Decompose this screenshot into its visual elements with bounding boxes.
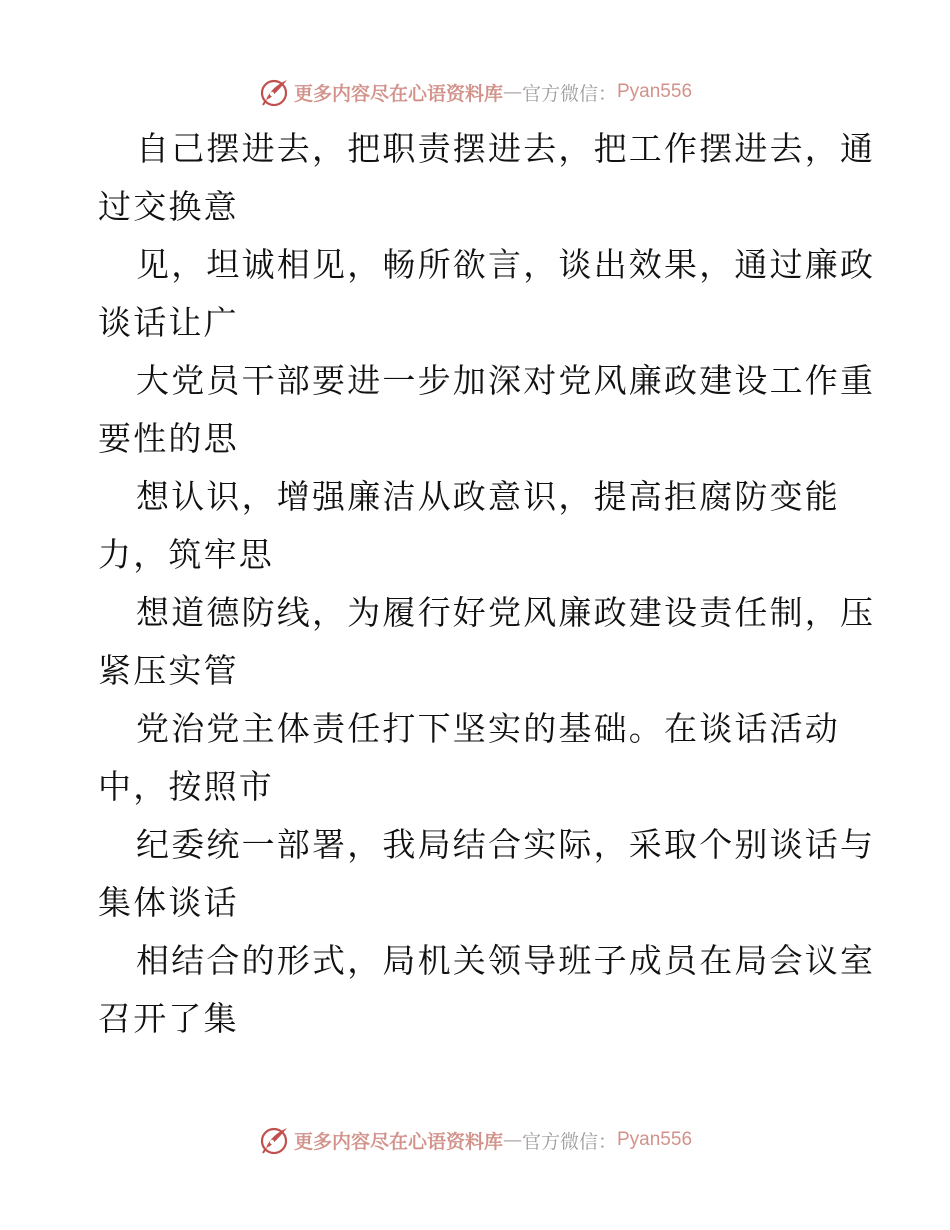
header-wechat-id: Pyan556 — [617, 81, 693, 102]
body-line: 紧压实管 — [98, 651, 239, 690]
body-line: 集体谈话 — [98, 883, 239, 922]
body-line: 自己摆进去，把职责摆进去，把工作摆进去，通 — [136, 129, 876, 168]
body-line: 中，按照市 — [98, 767, 274, 806]
header-separator: — — [502, 81, 522, 103]
body-line: 想认识，增强廉洁从政意识，提高拒腐防变能 — [136, 477, 840, 516]
body-line: 召开了集 — [98, 999, 239, 1038]
body-line: 过交换意 — [98, 187, 239, 226]
document-body — [98, 120, 876, 1048]
header-wechat-label: 官方微信： — [521, 82, 617, 105]
page-header-banner — [0, 72, 950, 112]
body-line: 纪委统一部署，我局结合实际，采取个别谈话与 — [136, 825, 876, 864]
header-brand-text: 更多内容尽在心语资料库 — [293, 82, 503, 105]
page-footer-banner — [0, 1120, 950, 1160]
pen-feather-logo-icon — [258, 76, 290, 108]
body-line: 见，坦诚相见，畅所欲言，谈出效果，通过廉政 — [136, 245, 876, 284]
body-line: 谈话让广 — [98, 303, 239, 342]
pen-feather-logo-icon — [258, 1124, 290, 1156]
body-line: 相结合的形式，局机关领导班子成员在局会议室 — [136, 941, 876, 980]
body-line: 力，筑牢思 — [98, 535, 274, 574]
footer-wechat-label: 官方微信： — [521, 1130, 617, 1153]
footer-separator: — — [502, 1129, 522, 1151]
footer-brand-text: 更多内容尽在心语资料库 — [293, 1130, 503, 1153]
body-line: 想道德防线，为履行好党风廉政建设责任制，压 — [136, 593, 876, 632]
body-line: 大党员干部要进一步加深对党风廉政建设工作重 — [136, 361, 876, 400]
footer-wechat-id: Pyan556 — [617, 1129, 693, 1150]
body-line: 党治党主体责任打下坚实的基础。在谈话活动 — [136, 709, 840, 748]
body-line: 要性的思 — [98, 419, 239, 458]
